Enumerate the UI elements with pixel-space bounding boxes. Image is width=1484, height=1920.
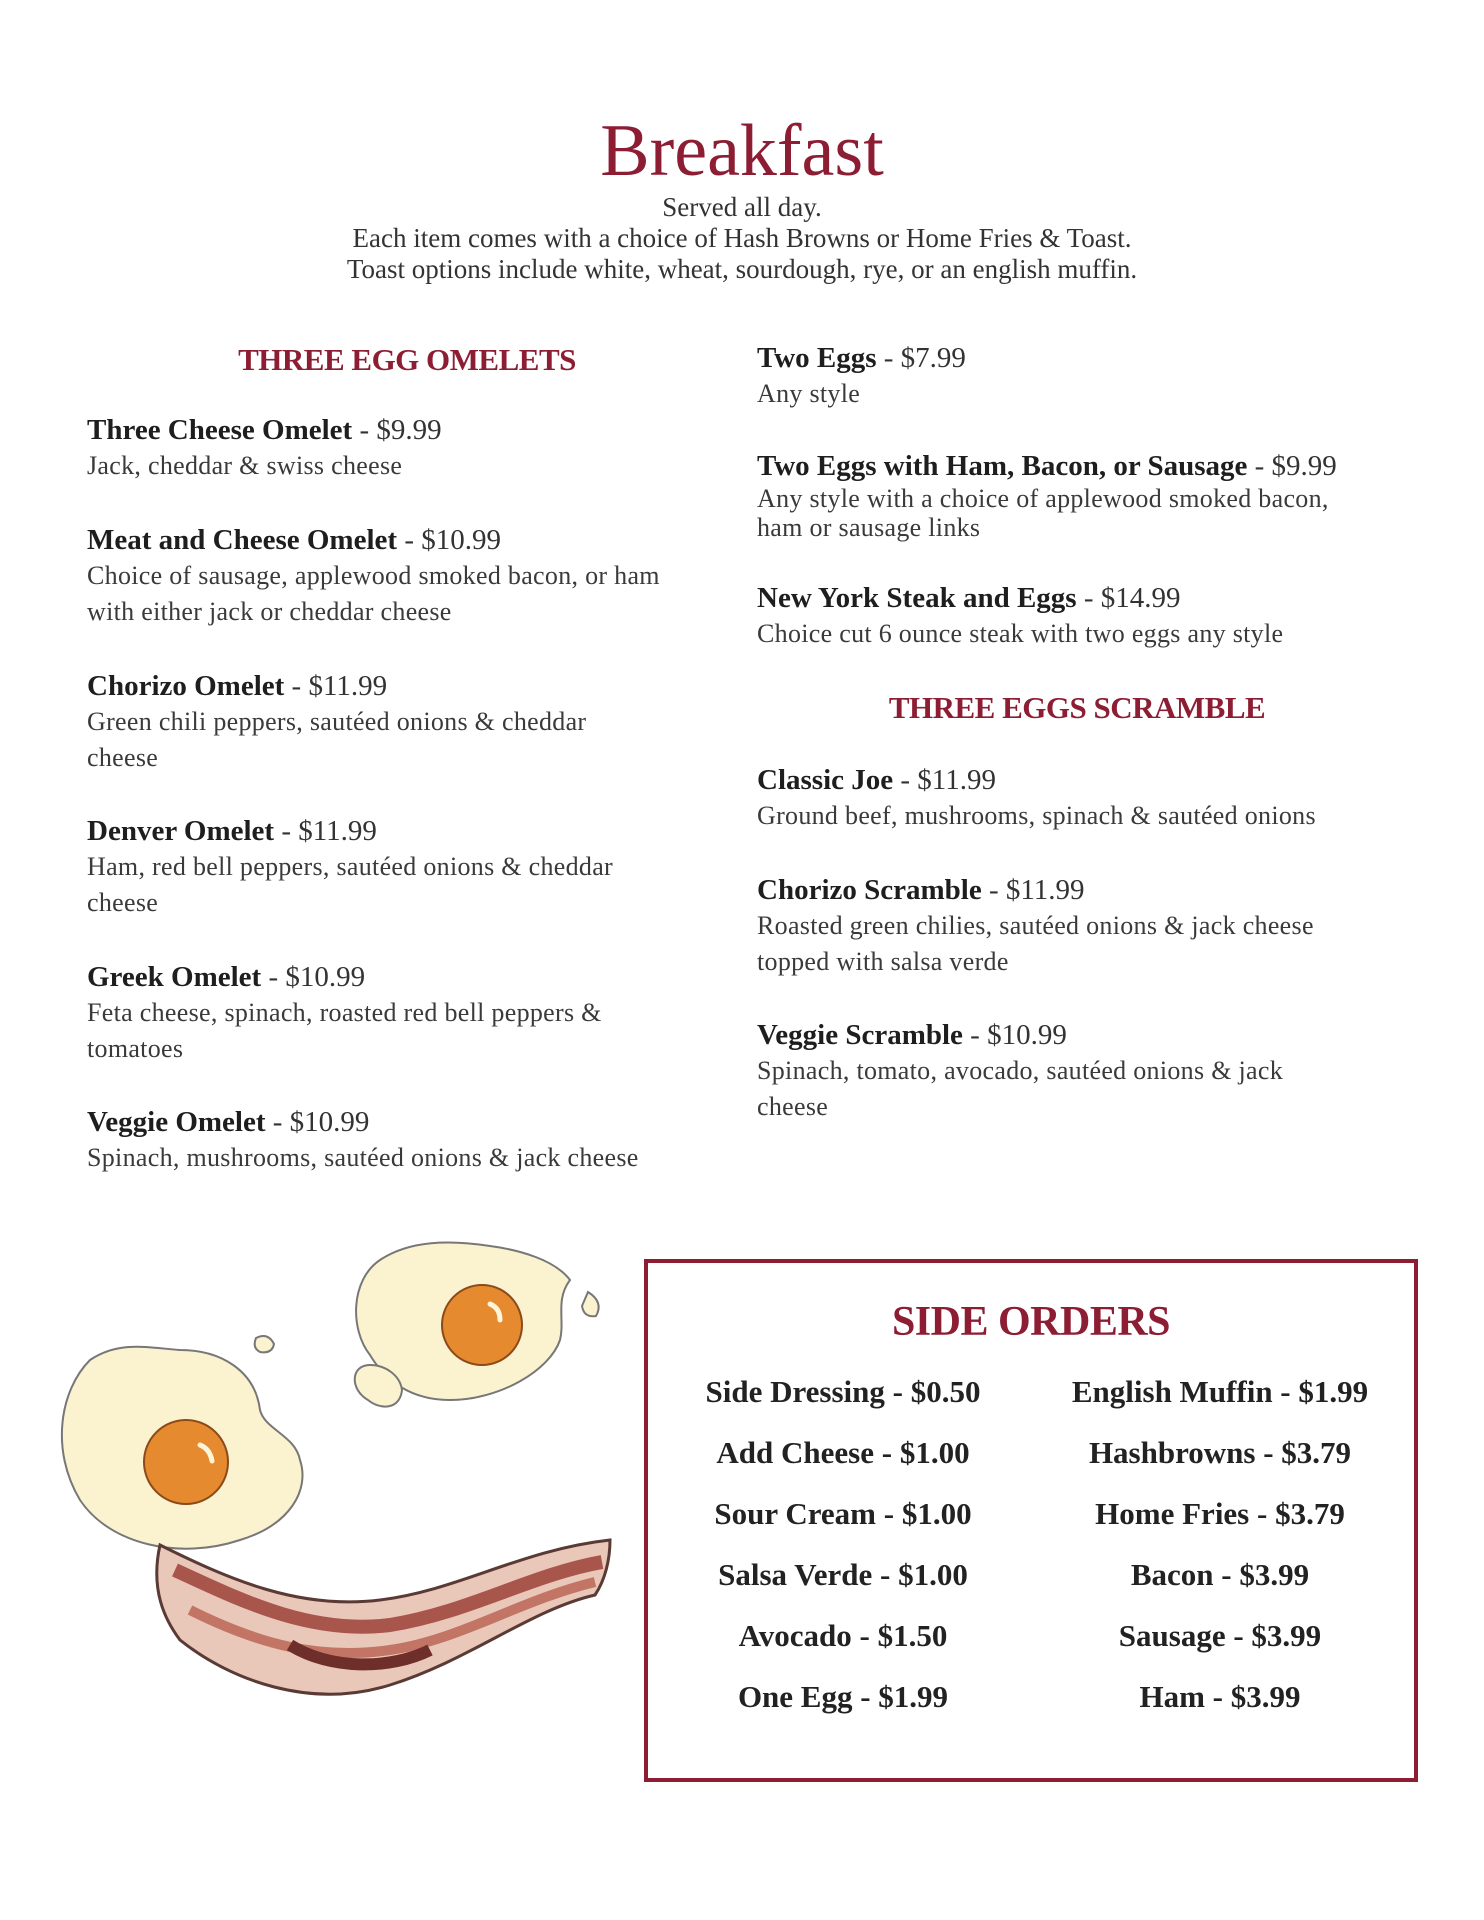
item-description: Choice cut 6 ounce steak with two eggs any style — [757, 619, 1284, 648]
item-description: Jack, cheddar & swiss cheese — [87, 451, 403, 480]
item-description: Ground beef, mushrooms, spinach & sautéed onions — [757, 801, 1316, 830]
side-item: Add Cheese - $1.00 — [716, 1435, 970, 1470]
item-price: - $11.99 — [274, 815, 377, 847]
menu-item — [87, 522, 747, 630]
menu-item — [757, 762, 1417, 834]
side-item: Hashbrowns - $3.79 — [1088, 1435, 1352, 1470]
menu-item — [87, 412, 747, 484]
item-description: Green chili peppers, sautéed onions & cheddar — [87, 707, 587, 736]
item-name: Denver Omelet — [87, 815, 275, 847]
menu-item — [87, 1104, 747, 1176]
item-price: - $11.99 — [284, 670, 388, 702]
item-description: cheese — [87, 888, 159, 917]
menu-item — [757, 872, 1417, 980]
subtitle-line-2: Each item comes with a choice of Hash Browns or Home Fries & Toast. — [352, 223, 1132, 253]
item-name: Three Cheese Omelet — [87, 414, 353, 446]
side-orders-right — [1040, 1361, 1400, 1727]
item-price: - $11.99 — [893, 764, 996, 796]
item-name: Two Eggs — [757, 342, 877, 374]
item-description: with either jack or cheddar cheese — [87, 597, 452, 626]
menu-item — [757, 580, 1417, 652]
item-name: Meat and Cheese Omelet — [87, 524, 398, 556]
side-item: Side Dressing - $0.50 — [705, 1374, 981, 1409]
item-description: Any style — [757, 379, 861, 408]
side-orders-left — [663, 1361, 1023, 1727]
menu-item — [757, 340, 1417, 412]
page-title: Breakfast — [600, 110, 884, 192]
item-description: Any style with a choice of applewood smoked bacon, — [757, 484, 1329, 513]
item-price: - $9.99 — [352, 414, 442, 446]
side-orders-heading: SIDE ORDERS — [891, 1299, 1171, 1345]
item-description: Choice of sausage, applewood smoked bacon, or ham — [87, 561, 660, 590]
menu-item — [87, 668, 747, 776]
item-description: tomatoes — [87, 1034, 184, 1063]
item-name: Chorizo Scramble — [757, 874, 982, 906]
item-price: - $10.99 — [265, 1106, 370, 1138]
omelets-section — [87, 342, 727, 1172]
menu-item — [87, 959, 747, 1067]
side-item: Salsa Verde - $1.00 — [718, 1557, 968, 1592]
item-price: - $9.99 — [1247, 450, 1337, 482]
side-item: Sausage - $3.99 — [1118, 1618, 1322, 1653]
fried-egg-right-icon — [355, 1243, 599, 1407]
scramble-heading: THREE EGGS SCRAMBLE — [888, 690, 1266, 725]
item-name: Two Eggs with Ham, Bacon, or Sausage — [757, 450, 1248, 482]
item-description: Spinach, tomato, avocado, sautéed onions & jack — [757, 1056, 1284, 1085]
item-description: cheese — [87, 743, 159, 772]
side-item: Bacon - $3.99 — [1130, 1557, 1310, 1592]
item-description: topped with salsa verde — [757, 947, 1009, 976]
item-price: - $10.99 — [962, 1019, 1067, 1051]
item-name: New York Steak and Eggs — [757, 582, 1077, 614]
side-item: English Muffin - $1.99 — [1071, 1374, 1369, 1409]
menu-item — [757, 1017, 1417, 1125]
omelets-heading: THREE EGG OMELETS — [238, 342, 576, 377]
item-description: Spinach, mushrooms, sautéed onions & jack cheese — [87, 1143, 639, 1172]
item-name: Chorizo Omelet — [87, 670, 285, 702]
item-name: Classic Joe — [757, 764, 894, 796]
subtitle-line-1: Served all day. — [662, 192, 822, 222]
item-price: - $7.99 — [876, 342, 966, 374]
eggs-bacon-illustration — [50, 1240, 630, 1800]
side-item: Ham - $3.99 — [1139, 1679, 1301, 1714]
item-price: - $10.99 — [397, 524, 501, 556]
item-price: - $10.99 — [261, 961, 366, 993]
item-description: Feta cheese, spinach, roasted red bell peppers & — [87, 998, 602, 1027]
bacon-strip-icon — [157, 1540, 610, 1694]
menu-item — [757, 448, 1417, 542]
item-price: - $11.99 — [981, 874, 1085, 906]
item-description: Roasted green chilies, sautéed onions & jack cheese — [757, 911, 1314, 940]
item-description: ham or sausage links — [757, 513, 981, 542]
menu-item — [87, 813, 747, 921]
fried-egg-left-icon — [62, 1336, 303, 1549]
side-item: One Egg - $1.99 — [737, 1679, 949, 1714]
menu-header — [0, 110, 1484, 285]
subtitle-line-3: Toast options include white, wheat, sourdough, rye, or an english muffin. — [346, 254, 1138, 284]
side-item: Home Fries - $3.79 — [1095, 1496, 1345, 1531]
item-name: Veggie Scramble — [757, 1019, 963, 1051]
item-description: Ham, red bell peppers, sautéed onions & cheddar — [87, 852, 613, 881]
side-orders-box — [644, 1259, 1418, 1782]
item-name: Greek Omelet — [87, 961, 262, 993]
side-item: Sour Cream - $1.00 — [714, 1496, 972, 1531]
side-item: Avocado - $1.50 — [738, 1618, 948, 1653]
item-description: cheese — [757, 1092, 829, 1121]
item-price: - $14.99 — [1076, 582, 1181, 614]
item-name: Veggie Omelet — [87, 1106, 266, 1138]
